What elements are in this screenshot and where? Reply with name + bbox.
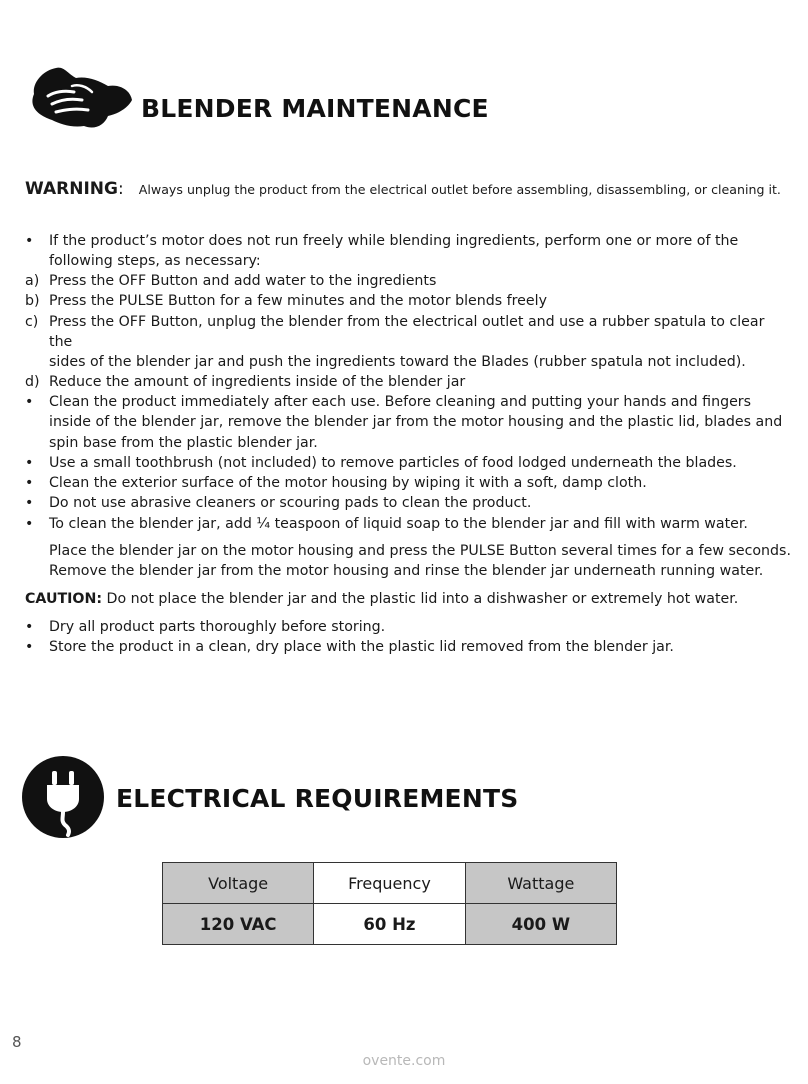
storage-list [25, 617, 795, 658]
table-row [163, 863, 617, 904]
electrical-plug-icon [21, 755, 105, 839]
step-item: b) Press the PULSE Button for a few minutes and the motor blends freely [25, 293, 547, 310]
wattage-header: Wattage [465, 863, 616, 904]
warning-line [25, 179, 781, 199]
footer-site: ovente.com [362, 1053, 446, 1069]
caution-line [25, 589, 795, 609]
frequency-header: Frequency [314, 863, 465, 904]
list-item: • Do not use abrasive cleaners or scouring pads to clean the product. [25, 495, 532, 512]
list-item: • Clean the exterior surface of the motor housing by wiping it with a soft, damp cloth. [25, 475, 647, 492]
list-item: • To clean the blender jar, add ¼ teaspoon of liquid soap to the blender jar and fill with warm water. [25, 515, 748, 532]
list-item: • Clean the product immediately after each use. Before cleaning and putting your hands and fingers inside of the blender jar, remove the blender jar from the motor housing and the plastic lid, blades and spin base from the plastic blender jar. [25, 394, 783, 451]
list-item: • Store the product in a clean, dry place with the plastic lid removed from the blender jar. [25, 639, 674, 656]
step-item: a) Press the OFF Button and add water to the ingredients [25, 273, 437, 289]
bullet-glyph: • [25, 233, 34, 249]
step-item: c) Press the OFF Button, unplug the blender from the electrical outlet and use a rubber spatula to clear the sides of the blender jar and push the ingredients toward the Blades (rubber spatula not included). [25, 313, 765, 371]
voltage-value: 120 VAC [163, 904, 314, 945]
cleaning-list [25, 392, 795, 534]
wattage-value: 400 W [465, 904, 616, 945]
jar-paragraph: Place the blender jar on the motor housing and press the PULSE Button several times for a few seconds. Remove the blender jar from the motor housing and rinse the blender jar underneath running water. [49, 543, 791, 580]
voltage-header: Voltage [163, 863, 314, 904]
warning-label: WARNING [25, 179, 118, 199]
steps-list [25, 271, 785, 393]
table-row [163, 904, 617, 945]
step-item: d) Reduce the amount of ingredients inside of the blender jar [25, 374, 466, 391]
frequency-value: 60 Hz [314, 904, 465, 945]
list-item: • Use a small toothbrush (not included) to remove particles of food lodged underneath the blades. [25, 454, 737, 471]
intro-line-2: following steps, as necessary: [49, 253, 261, 270]
page-number: 8 [12, 1033, 22, 1051]
electrical-title: ELECTRICAL REQUIREMENTS [116, 784, 519, 813]
list-item: • Dry all product parts thoroughly before storing. [25, 619, 386, 635]
warning-text: Always unplug the product from the electrical outlet before assembling, disassembling, or cleaning it. [138, 182, 781, 197]
maintenance-title: BLENDER MAINTENANCE [141, 94, 489, 123]
warning-colon: : [117, 179, 124, 199]
intro-bullet [25, 231, 785, 272]
hand-washing-icon [24, 64, 136, 132]
caution-text: Do not place the blender jar and the plastic lid into a dishwasher or extremely hot water. [102, 591, 739, 607]
electrical-table [162, 862, 617, 945]
intro-line-1: If the product’s motor does not run freely while blending ingredients, perform one or more of the [49, 233, 739, 249]
caution-label: CAUTION: [25, 591, 103, 607]
